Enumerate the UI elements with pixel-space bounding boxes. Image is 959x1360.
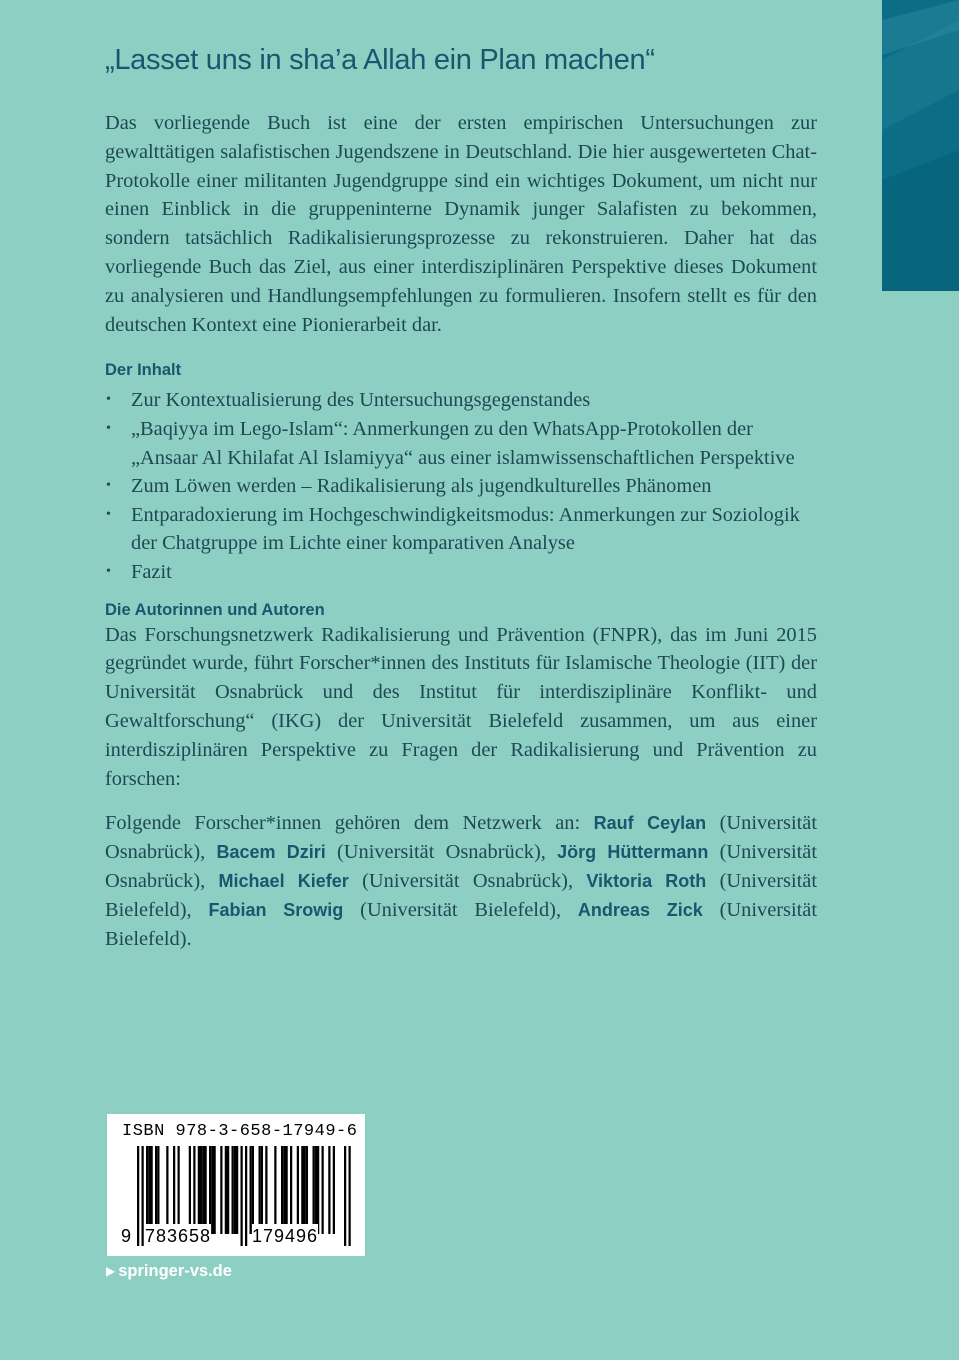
barcode-bar xyxy=(200,1146,202,1234)
barcode-bar xyxy=(220,1146,222,1234)
publisher-link[interactable]: ▶ springer-vs.de xyxy=(106,1262,232,1280)
list-item: • Entparadoxierung im Hochgeschwindigkeitsmodus: Anmerkungen zur Soziologik der Chatgruppe im Lichte einer komparativen Analyse xyxy=(105,501,817,558)
back-cover-text xyxy=(105,109,817,953)
barcode-bar xyxy=(166,1146,168,1234)
barcode-bar xyxy=(232,1146,234,1234)
barcode-bar xyxy=(157,1146,159,1234)
barcode-bar xyxy=(306,1146,308,1234)
barcode-bar xyxy=(322,1146,324,1234)
barcode-bar xyxy=(283,1146,285,1234)
bullet-icon: • xyxy=(106,506,111,522)
barcode-bar xyxy=(189,1146,191,1234)
barcode-bar xyxy=(333,1146,335,1234)
barcode-bar xyxy=(211,1146,213,1234)
authors-heading: Die Autorinnen und Autoren xyxy=(105,600,325,619)
barcode-bar xyxy=(286,1146,288,1234)
barcode-bar xyxy=(317,1146,319,1234)
barcode-lead-digit: 9 xyxy=(121,1226,133,1246)
barcode-bar xyxy=(349,1146,351,1246)
barcode-bar xyxy=(193,1146,195,1234)
arrow-right-icon: ▶ xyxy=(106,1264,116,1278)
list-item: • Fazit xyxy=(105,558,817,587)
bullet-icon: • xyxy=(106,392,111,408)
authors-paragraph: Das Forschungsnetzwerk Radikalisierung und Prävention (FNPR), das im Juni 2015 gegründet wurde, führt Forscher*innen des Instituts für Islamische Theologie (IIT) der Universität Osnabrück und des Institut für interdisziplinäre Konflikt- und Gewaltforschung“ (IKG) der Universität Bielefeld zusammen, um aus einer interdisziplinären Perspektive zu Fragen der Radikalisierung und Prävention zu forschen: xyxy=(105,623,817,790)
list-item: • „Baqiyya im Lego-Islam“: Anmerkungen zu den WhatsApp-Protokollen der „Ansaar Al Khilafat Al Islamiyya“ aus einer islamwissenschaftlichen Perspektive xyxy=(105,415,817,472)
barcode-bar xyxy=(245,1146,247,1246)
barcode-bar xyxy=(301,1146,303,1234)
intro-paragraph: Das vorliegende Buch ist eine der ersten empirischen Untersuchungen zur gewalttätigen salafistischen Jugendszene in Deutschland. Die hier ausgewerteten Chat-Protokolle einer militanten Jugendgruppe sind ein wichtiges Dokument, um nicht nur einen Einblick in die gruppeninterne Dynamik junger Salafisten zu bekommen, sondern tatsächlich Radikalisierungsprozesse zu rekonstruieren. Daher hat das vorliegende Buch das Ziel, aus einer interdisziplinären Perspektive dieses Dokument zu analysieren und Handlungsempfehlungen zu formulieren. Insofern stellt es für den deutschen Kontext eine Pionierarbeit dar. xyxy=(105,112,817,336)
barcode-bar xyxy=(265,1146,267,1234)
barcode-bar xyxy=(198,1146,200,1234)
barcode-right-digits: 179496 xyxy=(252,1226,319,1246)
barcode-bar xyxy=(146,1146,148,1234)
barcode-bar xyxy=(178,1146,180,1234)
isbn-barcode-box xyxy=(107,1114,365,1256)
barcode-bar xyxy=(328,1146,330,1234)
barcode-bar xyxy=(241,1146,243,1246)
bullet-icon: • xyxy=(106,563,111,579)
author-name: Viktoria Roth xyxy=(586,870,707,891)
barcode-bar xyxy=(344,1146,346,1246)
contents-list xyxy=(105,386,817,586)
list-item: • Zur Kontextualisierung des Untersuchungsgegenstandes xyxy=(105,386,817,415)
barcode-bar xyxy=(227,1146,229,1234)
barcode-bar xyxy=(234,1146,236,1234)
barcode-bar xyxy=(250,1146,252,1234)
barcode-bar xyxy=(281,1146,283,1234)
isbn-label: ISBN 978-3-658-17949-6 xyxy=(122,1122,358,1141)
barcode-bar xyxy=(225,1146,227,1234)
barcode-bar xyxy=(151,1146,153,1234)
barcode-bar xyxy=(304,1146,306,1234)
barcode-bar xyxy=(297,1146,299,1234)
members-paragraph: Folgende Forscher*innen gehören dem Netzwerk an: Rauf Ceylan (Universität Osnabrück), Bacem Dziri (Universität Osnabrück), Jörg Hüttermann (Universität Osnabrück), Michael Kiefer (Universität Osnabrück), Viktoria Roth (Universität Bielefeld), Fabian Srowig (Universität Bielefeld), Andreas Zick (Universität Bielefeld). xyxy=(105,812,818,950)
author-name: Rauf Ceylan xyxy=(593,813,707,834)
barcode-bar xyxy=(148,1146,150,1234)
barcode-bar xyxy=(290,1146,292,1234)
barcode-bar xyxy=(214,1146,216,1234)
barcode-bar xyxy=(155,1146,157,1234)
barcode-bar xyxy=(259,1146,261,1234)
barcode-bar xyxy=(173,1146,175,1234)
book-title: „Lasset uns in sha’a Allah ein Plan machen“ xyxy=(105,44,655,76)
author-name: Jörg Hüttermann xyxy=(557,842,709,863)
author-name: Fabian Srowig xyxy=(208,899,344,920)
bullet-icon: • xyxy=(106,478,111,494)
corner-decoration xyxy=(882,0,959,291)
barcode-bar xyxy=(274,1146,276,1234)
barcode-bar xyxy=(252,1146,254,1234)
list-item: • Zum Löwen werden – Radikalisierung als jugendkulturelles Phänomen xyxy=(105,472,817,501)
barcode-bar xyxy=(236,1146,238,1234)
bullet-icon: • xyxy=(106,420,111,436)
barcode-bar xyxy=(313,1146,315,1234)
barcode-bar xyxy=(209,1146,211,1234)
barcode-bar xyxy=(202,1146,204,1234)
barcode-bar xyxy=(205,1146,207,1234)
barcode-left-digits: 783658 xyxy=(145,1226,212,1246)
barcode-bar xyxy=(261,1146,263,1234)
author-name: Michael Kiefer xyxy=(218,870,349,891)
barcode-bar xyxy=(137,1146,139,1246)
contents-heading: Der Inhalt xyxy=(105,361,182,380)
author-name: Bacem Dziri xyxy=(216,842,326,863)
barcode-bar xyxy=(315,1146,317,1234)
author-name: Andreas Zick xyxy=(577,899,703,920)
barcode-bar xyxy=(142,1146,144,1246)
